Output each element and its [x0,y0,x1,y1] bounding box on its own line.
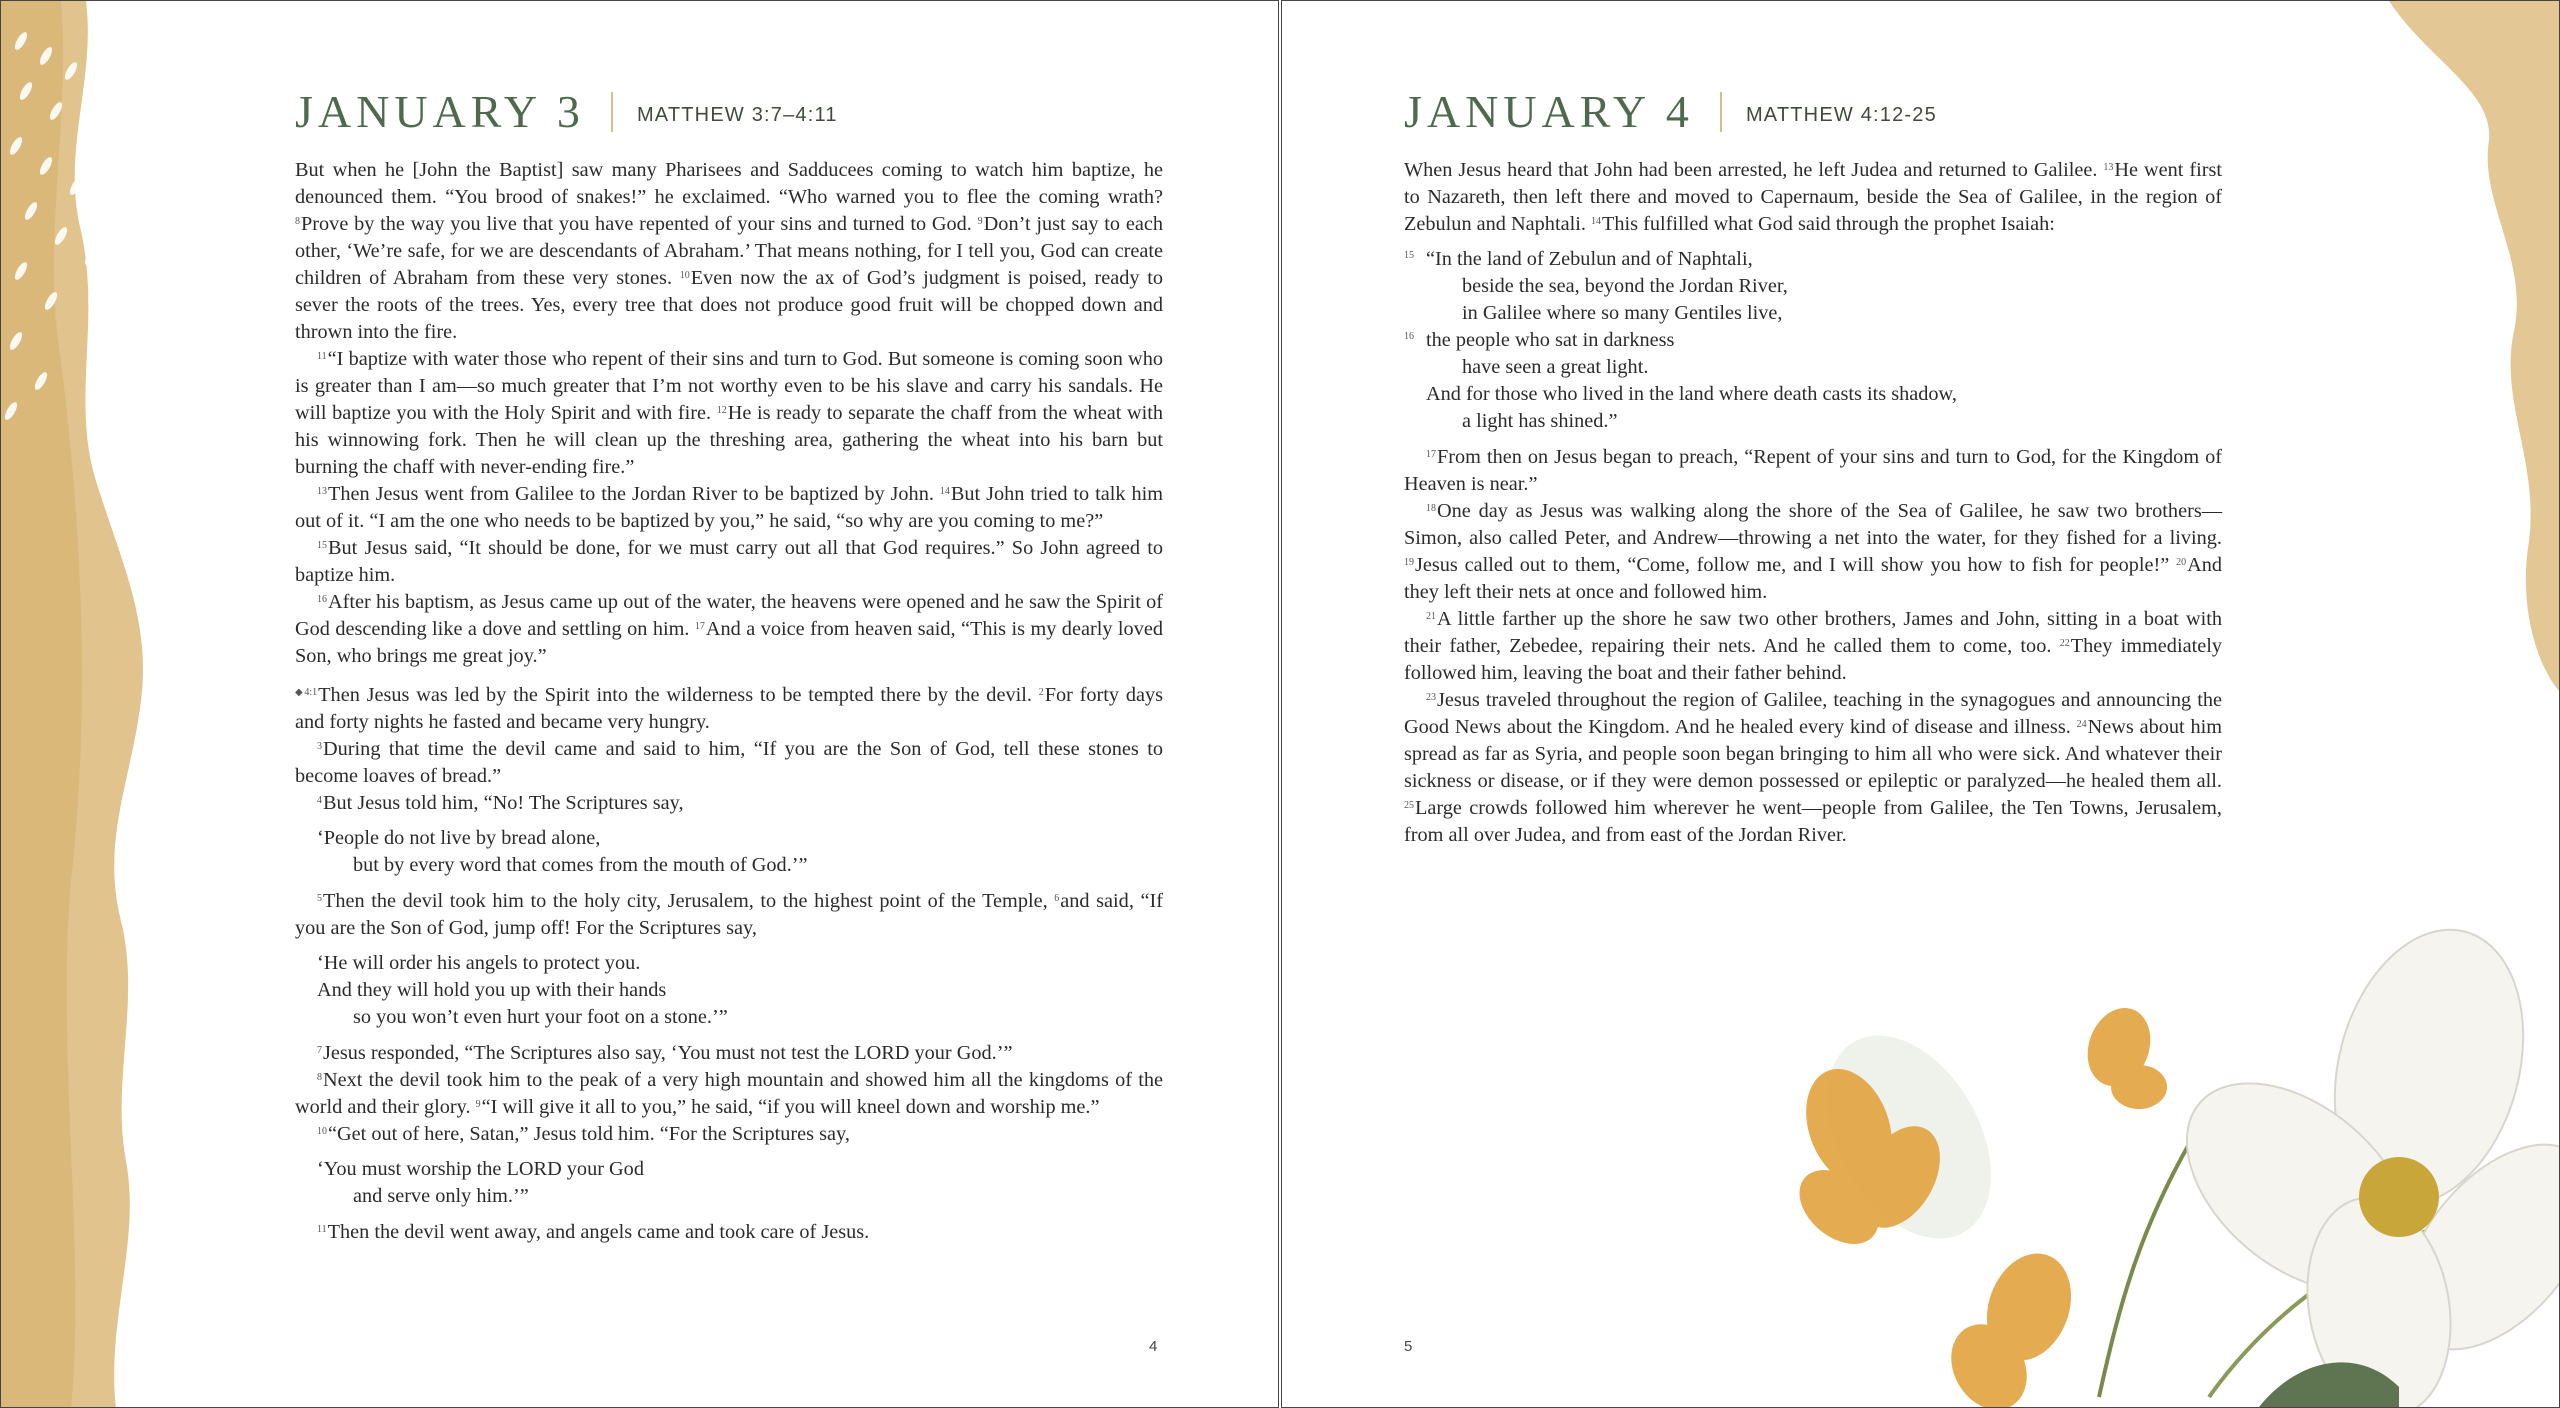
right-page [1281,0,2560,1408]
verse-text: Jesus traveled throughout the region of Galilee, teaching in the synagogues and announcing the Good News about the Kingdom. And he healed every kind of disease and illness. [1404,689,2222,738]
poetry-block [317,825,1163,879]
poetry-line [1404,246,2222,273]
verse-number: ◆4:1 [295,687,318,698]
poetry-line [1404,327,2222,354]
paragraph [1404,498,2222,606]
paragraph [295,481,1163,535]
verse-text: and said, “If you are the Son of God, jump off! For the Scriptures say, [295,890,1163,939]
verse-number: 18 [1426,503,1436,514]
verse-text: During that time the devil came and said to him, “If you are the Son of God, tell these stones to become loaves of bread.” [295,738,1163,787]
verse-number: 14 [1591,216,1601,227]
header-divider [611,92,613,132]
paragraph [295,1219,1163,1246]
verse-number: 7 [317,1045,322,1056]
paragraph [1404,157,2222,238]
verse-number: 8 [317,1072,322,1083]
verse-number: 11 [317,1224,327,1235]
paragraph [1404,606,2222,687]
poetry-block [317,950,1163,1031]
day-date: JANUARY 3 [295,86,585,137]
verse-text: “I baptize with water those who repent of their sins and turn to God. But someone is coming soon who is greater than I am—so much greater that I’m not worthy even to be his slave and carry his sandals. He will baptize you with the Holy Spirit and with fire. [295,348,1163,424]
verse-text: in Galilee where so many Gentiles live, [1462,302,1783,324]
verse-text: ‘People do not live by bread alone, [317,827,601,849]
verse-number: 12 [716,405,727,416]
verse-number: 4 [317,795,322,806]
poetry-line [1426,408,2222,435]
verse-text: They immediately followed him, leaving the boat and their father behind. [1404,635,2223,684]
header-divider [1720,92,1722,132]
verse-text: Don’t just say to each other, ‘We’re safe, for we are descendants of Abraham.’ That means nothing, for I tell you, God can create children of Abraham from these very stones. [295,213,1163,289]
poetry-line [1426,354,2222,381]
left-page [0,0,1279,1408]
verse-number: 24 [2076,719,2087,730]
verse-text: And they left their nets at once and followed him. [1404,554,2222,603]
verse-text: Even now the ax of God’s judgment is poised, ready to sever the roots of the trees. Yes, every tree that does not produce good fruit will be chopped down and thrown into the fire. [295,267,1163,343]
verse-text: Jesus called out to them, “Come, follow me, and I will show you how to fish for people!” [1415,554,2177,576]
verse-number: 10 [679,270,690,281]
page-number: 5 [1404,1338,1413,1355]
paragraph [295,1067,1163,1121]
verse-text: ‘He will order his angels to protect you. [317,952,641,974]
watercolor-strip-decoration [1,1,201,1408]
verse-number: 13 [317,486,327,497]
verse-text: But John tried to talk him out of it. “I am the one who needs to be baptized by you,” he said, “so why are you coming to me?” [295,483,1164,532]
verse-number: 2 [1038,687,1044,698]
verse-number: 22 [2059,638,2070,649]
poetry-line [1426,273,2222,300]
verse-text: Then Jesus was led by the Spirit into the wilderness to be tempted there by the devil. [318,684,1039,706]
verse-number: 10 [317,1126,327,1137]
day-date: JANUARY 4 [1404,86,1694,137]
verse-text: and serve only him.’” [353,1185,529,1207]
verse-number: 5 [317,893,322,904]
poetry-line [317,950,1163,977]
verse-number: 9 [475,1099,481,1110]
verse-text: “I will give it all to you,” he said, “if you will kneel down and worship me.” [481,1096,1100,1118]
verse-number: 11 [317,351,327,362]
verse-text: This fulfilled what God said through the prophet Isaiah: [1602,213,2055,235]
verse-text: ‘You must worship the LORD your God [317,1158,644,1180]
verse-number: 17 [694,621,705,632]
verse-text: From then on Jesus began to preach, “Repent of your sins and turn to God, for the Kingdom of Heaven is near.” [1404,446,2222,495]
page-number: 4 [1149,1338,1158,1355]
verse-text: For forty days and forty nights he fasted and became very hungry. [295,684,1164,733]
verse-number: 8 [295,216,300,227]
verse-text: a light has shined.” [1462,410,1618,432]
poetry-line [1426,300,2222,327]
verse-text: Next the devil took him to the peak of a very high mountain and showed him all the kingdoms of the world and their glory. [295,1069,1163,1118]
verse-text: One day as Jesus was walking along the shore of the Sea of Galilee, he saw two brothers—Simon, also called Peter, and Andrew—throwing a net into the water, for they fished for a living. [1404,500,2222,549]
poetry-line [317,825,1163,852]
reading-text [1404,157,2222,849]
verse-text: Prove by the way you live that you have repented of your sins and turned to God. [301,213,978,235]
paragraph [295,736,1163,790]
verse-number: 17 [1426,449,1436,460]
verse-text: When Jesus heard that John had been arrested, he left Judea and returned to Galilee. [1404,159,2104,181]
reading-text [295,157,1163,1246]
paragraph [295,346,1163,481]
verse-text: Then the devil went away, and angels came and took care of Jesus. [327,1221,870,1243]
paragraph [1404,687,2222,849]
verse-text: Large crowds followed him wherever he went—people from Galilee, the Ten Towns, Jerusalem, from all over Judea, and from east of the Jordan River. [1404,797,2222,846]
section-gap [295,670,1163,682]
paragraph [1404,444,2222,498]
verse-text: but by every word that comes from the mouth of God.’” [353,854,808,876]
verse-number: 3 [317,741,322,752]
poetry-line [317,977,1163,1004]
verse-number: 9 [977,216,983,227]
verse-number: 15 [1404,250,1414,261]
poetry-line [317,1004,1163,1031]
verse-text: News about him spread as far as Syria, and people soon began bringing to him all who were sick. And whatever their sickness or disease, or if they were demon possessed or epileptic or paralyzed—he healed them all. [1404,716,2222,792]
paragraph [295,790,1163,817]
verse-text: so you won’t even hurt your foot on a stone.’” [353,1006,728,1028]
verse-text: Jesus responded, “The Scriptures also say, ‘You must not test the LORD your God.’” [323,1042,1013,1064]
verse-number: 15 [317,540,327,551]
verse-text: A little farther up the shore he saw two other brothers, James and John, sitting in a boat with their father, Zebedee, repairing their nets. And he called them to come, too. [1404,608,2222,657]
verse-text: “Get out of here, Satan,” Jesus told him. “For the Scriptures say, [328,1123,850,1145]
poetry-line [1426,381,2222,408]
verse-text: After his baptism, as Jesus came up out of the water, the heavens were opened and he saw the Spirit of God descending like a dove and settling on him. [295,591,1163,640]
paragraph [295,589,1163,670]
day-header [295,85,838,138]
paragraph [295,888,1163,942]
scripture-reference: MATTHEW 3:7–4:11 [636,104,838,126]
paragraph [295,535,1163,589]
poetry-line [317,852,1163,879]
verse-text: “In the land of Zebulun and of Naphtali, [1426,248,1753,270]
verse-number: 13 [2103,162,2114,173]
paragraph [295,1121,1163,1148]
scripture-reference: MATTHEW 4:12-25 [1745,104,1937,126]
poetry-line [317,1183,1163,1210]
verse-text: But Jesus said, “It should be done, for we must carry out all that God requires.” So John agreed to baptize him. [295,537,1163,586]
flower-illustration [1739,927,2559,1407]
verse-number: 16 [317,594,327,605]
verse-text: Then Jesus went from Galilee to the Jordan River to be baptized by John. [328,483,940,505]
verse-number: 19 [1404,557,1414,568]
verse-number: 21 [1426,611,1436,622]
paragraph [295,157,1163,346]
verse-text: But Jesus told him, “No! The Scriptures say, [323,792,684,814]
verse-number: 23 [1426,692,1436,703]
verse-number: 25 [1404,800,1414,811]
verse-text: He is ready to separate the chaff from the wheat with his winnowing fork. Then he will clean up the threshing area, gathering the wheat into his barn but burning the chaff with never-ending fire.” [295,402,1164,478]
verse-number: 16 [1404,331,1414,342]
verse-number: 6 [1054,893,1060,904]
verse-text: beside the sea, beyond the Jordan River, [1462,275,1788,297]
verse-text: And for those who lived in the land where death casts its shadow, [1426,383,1957,405]
verse-text: And they will hold you up with their hands [317,979,667,1001]
poetry-line [317,1156,1163,1183]
paragraph [295,682,1163,736]
poetry-block [317,1156,1163,1210]
verse-number: 20 [2176,557,2187,568]
verse-text: And a voice from heaven said, “This is my dearly loved Son, who brings me great joy.” [295,618,1163,667]
poetry-block [1404,246,2222,435]
verse-number: 14 [939,486,950,497]
verse-text: the people who sat in darkness [1426,329,1675,351]
watercolor-corner-decoration [2319,1,2559,701]
verse-text: have seen a great light. [1462,356,1649,378]
day-header [1404,85,1937,138]
paragraph [295,1040,1163,1067]
verse-text: Then the devil took him to the holy city, Jerusalem, to the highest point of the Temple, [323,890,1055,912]
verse-text: But when he [John the Baptist] saw many Pharisees and Sadducees coming to watch him baptize, he denounced them. “You brood of snakes!” he exclaimed. “Who warned you to flee the coming wrath? [295,159,1163,208]
verse-text: He went first to Nazareth, then left there and moved to Capernaum, beside the Sea of Galilee, in the region of Zebulun and Naphtali. [1404,159,2222,235]
